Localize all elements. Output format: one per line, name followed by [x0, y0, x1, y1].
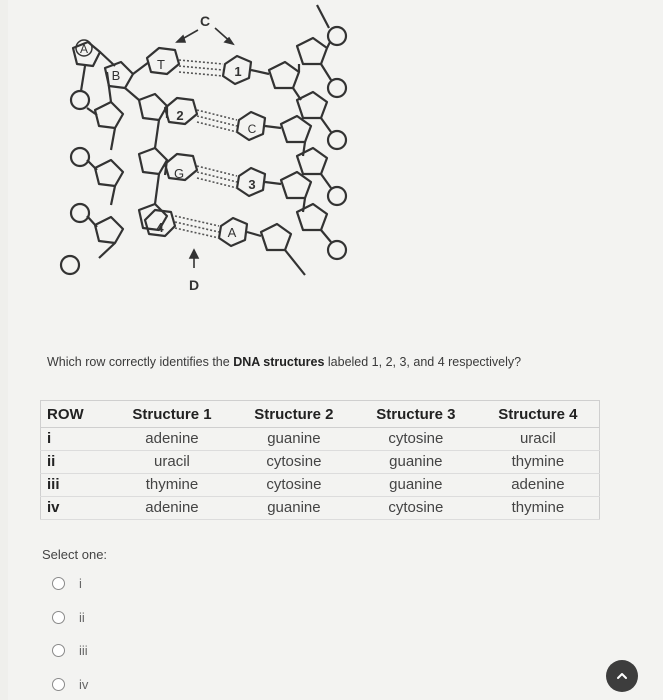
h-bond-1 — [179, 60, 223, 76]
number-2: 2 — [176, 108, 184, 123]
radio-button[interactable] — [52, 678, 65, 691]
table-cell: cytosine — [355, 428, 477, 451]
right-phosphate-1 — [328, 27, 346, 45]
radio-button[interactable] — [52, 644, 65, 657]
label-c: C — [199, 13, 211, 29]
table-cell: uracil — [477, 428, 600, 451]
header-row: ROW — [41, 401, 112, 428]
table-cell: uracil — [111, 451, 233, 474]
left-sugar-4 — [95, 217, 123, 243]
base-label-a: A — [227, 225, 237, 240]
left-sugar-2 — [95, 102, 123, 128]
option-label: iv — [79, 677, 89, 692]
right-sugar-2 — [281, 116, 311, 142]
right-phosphate-4 — [328, 187, 346, 205]
table-cell: guanine — [233, 428, 355, 451]
question-text: Which row correctly identifies the DNA structures labeled 1, 2, 3, and 4 respectively? — [47, 355, 522, 369]
table-cell: guanine — [233, 497, 355, 520]
row-id: i — [41, 428, 112, 451]
right-phosphate-2 — [328, 79, 346, 97]
base-label-c: C — [247, 122, 257, 136]
right-phosphate-3 — [328, 131, 346, 149]
right-sugar-1 — [269, 62, 299, 88]
answer-option-iv[interactable] — [52, 677, 88, 692]
table-cell: thymine — [477, 451, 600, 474]
sugar-mid-2 — [139, 148, 167, 174]
row-id: iii — [41, 474, 112, 497]
table-row — [41, 451, 600, 474]
row-id: iv — [41, 497, 112, 520]
table-row — [41, 474, 600, 497]
table-cell: thymine — [477, 497, 600, 520]
chevron-up-icon — [615, 669, 629, 683]
option-label: iii — [79, 643, 88, 658]
sugar-mid-1 — [139, 94, 167, 120]
table-cell: adenine — [111, 497, 233, 520]
table-cell: cytosine — [355, 497, 477, 520]
right-sugar-7 — [297, 148, 327, 174]
radio-button[interactable] — [52, 611, 65, 624]
table-cell: thymine — [111, 474, 233, 497]
table-cell: adenine — [111, 428, 233, 451]
left-phosphate-2 — [71, 148, 89, 166]
answer-table — [40, 400, 600, 520]
radio-button[interactable] — [52, 577, 65, 590]
number-4: 4 — [156, 220, 164, 235]
base-label-g: G — [173, 166, 185, 181]
right-sugar-8 — [297, 204, 327, 230]
right-phosphate-5 — [328, 241, 346, 259]
right-sugar-3 — [281, 172, 311, 198]
right-sugar-5 — [297, 38, 327, 64]
dna-diagram — [55, 0, 365, 300]
table-cell: cytosine — [233, 451, 355, 474]
h-bond-2 — [197, 110, 237, 132]
right-sugar-6 — [297, 92, 327, 118]
table-cell: guanine — [355, 474, 477, 497]
h-bond-4 — [175, 216, 219, 238]
left-sugar-3 — [95, 160, 123, 186]
header-structure-1: Structure 1 — [111, 401, 233, 428]
answer-option-iii[interactable] — [52, 643, 88, 658]
label-d: D — [188, 277, 200, 293]
scroll-up-button[interactable] — [606, 660, 638, 692]
number-3: 3 — [248, 177, 256, 192]
h-bond-3 — [197, 166, 237, 188]
option-label: i — [79, 576, 82, 591]
select-one-label: Select one: — [42, 547, 108, 562]
base-label-t: T — [157, 57, 165, 72]
table-row — [41, 497, 600, 520]
right-sugar-4 — [261, 224, 291, 250]
table-cell: cytosine — [233, 474, 355, 497]
left-phosphate-1 — [71, 91, 89, 109]
row-id: ii — [41, 451, 112, 474]
table-cell: guanine — [355, 451, 477, 474]
label-a: A — [79, 42, 89, 56]
header-structure-4: Structure 4 — [477, 401, 600, 428]
answer-option-ii[interactable] — [52, 610, 85, 625]
left-phosphate-3 — [71, 204, 89, 222]
answer-option-i[interactable] — [52, 576, 82, 591]
number-1: 1 — [234, 64, 242, 79]
header-structure-2: Structure 2 — [233, 401, 355, 428]
table-cell: adenine — [477, 474, 600, 497]
left-phosphate-4 — [61, 256, 79, 274]
header-structure-3: Structure 3 — [355, 401, 477, 428]
option-label: ii — [79, 610, 85, 625]
table-header-row — [41, 401, 600, 428]
label-b: B — [111, 68, 121, 83]
table-row — [41, 428, 600, 451]
